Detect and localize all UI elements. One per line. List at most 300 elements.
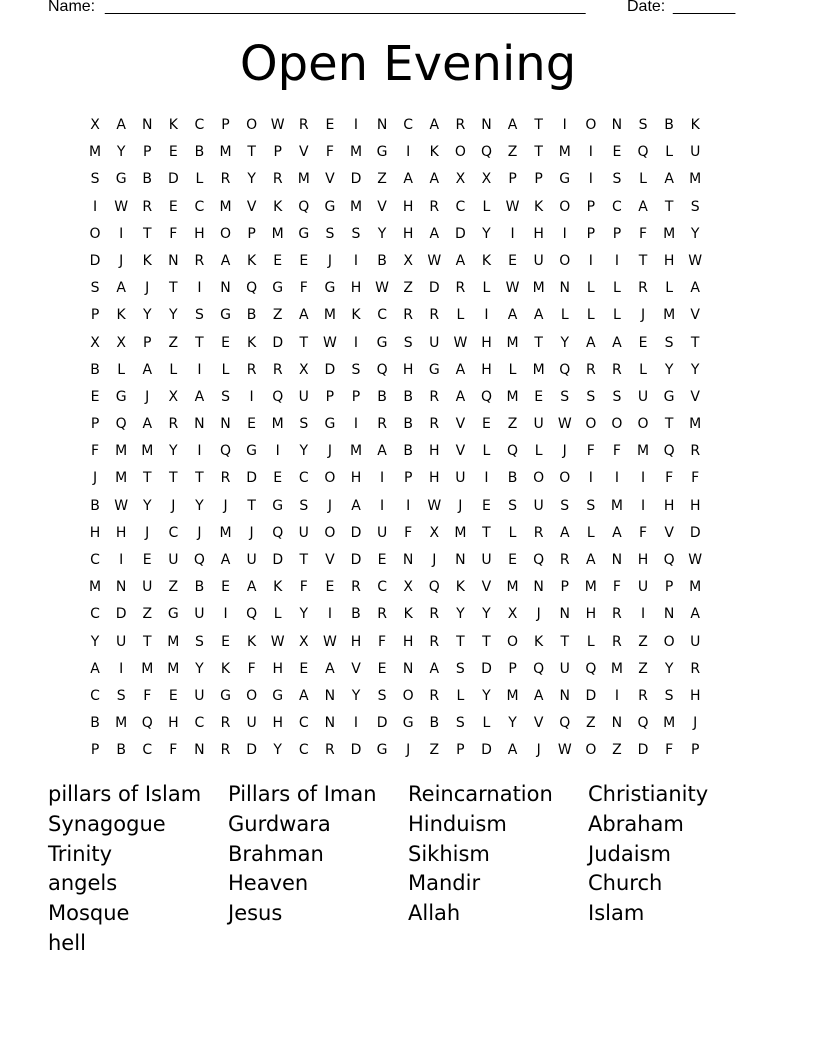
grid-letter[interactable]: M: [663, 715, 676, 732]
grid-letter[interactable]: N: [220, 416, 231, 433]
grid-letter[interactable]: T: [534, 117, 543, 133]
grid-letter[interactable]: G: [663, 388, 675, 405]
grid-letter[interactable]: F: [612, 579, 621, 596]
grid-letter[interactable]: B: [377, 388, 387, 405]
grid-letter[interactable]: M: [349, 443, 363, 460]
grid-letter[interactable]: Y: [169, 307, 178, 324]
grid-letter[interactable]: Q: [141, 715, 153, 732]
grid-letter[interactable]: O: [559, 198, 571, 215]
grid-letter[interactable]: H: [663, 252, 675, 269]
grid-letter[interactable]: E: [638, 334, 648, 351]
grid-letter[interactable]: S: [586, 388, 596, 405]
grid-letter[interactable]: U: [298, 524, 309, 541]
grid-letter[interactable]: Y: [690, 361, 700, 378]
grid-letter[interactable]: A: [586, 552, 596, 568]
grid-letter[interactable]: G: [298, 225, 310, 242]
grid-letter[interactable]: P: [403, 470, 413, 487]
grid-letter[interactable]: Y: [482, 687, 491, 704]
grid-letter[interactable]: K: [455, 579, 465, 596]
grid-letter[interactable]: A: [142, 416, 153, 433]
grid-letter[interactable]: A: [533, 307, 544, 324]
grid-letter[interactable]: A: [220, 552, 231, 568]
grid-letter[interactable]: A: [246, 579, 257, 596]
grid-letter[interactable]: S: [664, 334, 674, 351]
grid-letter[interactable]: R: [533, 524, 544, 541]
grid-letter[interactable]: T: [638, 252, 648, 269]
grid-letter[interactable]: H: [663, 497, 675, 514]
grid-letter[interactable]: P: [508, 660, 517, 677]
grid-letter[interactable]: J: [327, 252, 332, 269]
grid-letter[interactable]: K: [481, 252, 492, 269]
grid-letter[interactable]: M: [610, 497, 623, 514]
grid-letter[interactable]: H: [637, 552, 649, 568]
grid-letter[interactable]: Z: [377, 171, 387, 188]
grid-letter[interactable]: D: [167, 171, 179, 188]
grid-letter[interactable]: K: [273, 579, 283, 596]
grid-letter[interactable]: I: [510, 225, 515, 242]
grid-letter[interactable]: R: [142, 198, 153, 215]
grid-letter[interactable]: W: [505, 198, 520, 215]
grid-letter[interactable]: L: [665, 144, 674, 161]
grid-letter[interactable]: N: [402, 552, 414, 568]
grid-letter[interactable]: C: [612, 198, 622, 215]
grid-letter[interactable]: G: [376, 334, 388, 351]
grid-letter[interactable]: I: [249, 388, 254, 405]
grid-letter[interactable]: R: [429, 416, 440, 433]
grid-letter[interactable]: R: [220, 470, 231, 487]
grid-letter[interactable]: W: [557, 416, 572, 433]
grid-letter[interactable]: I: [353, 334, 359, 351]
grid-letter[interactable]: S: [560, 388, 570, 405]
grid-letter[interactable]: W: [427, 252, 442, 269]
grid-letter[interactable]: V: [299, 144, 309, 161]
grid-letter[interactable]: O: [559, 252, 571, 269]
grid-letter[interactable]: V: [690, 307, 700, 324]
grid-letter[interactable]: H: [402, 198, 414, 215]
grid-letter[interactable]: D: [350, 524, 362, 541]
grid-letter[interactable]: D: [246, 470, 257, 487]
grid-letter[interactable]: Q: [246, 606, 258, 623]
grid-letter[interactable]: A: [559, 524, 570, 541]
grid-letter[interactable]: T: [195, 470, 204, 487]
grid-letter[interactable]: C: [455, 198, 466, 215]
grid-letter[interactable]: R: [429, 388, 440, 405]
grid-letter[interactable]: Q: [637, 715, 649, 732]
grid-letter[interactable]: S: [351, 361, 361, 378]
grid-letter[interactable]: N: [141, 117, 153, 133]
grid-letter[interactable]: T: [456, 633, 465, 650]
grid-letter[interactable]: U: [194, 687, 205, 704]
grid-letter[interactable]: P: [351, 388, 361, 405]
grid-letter[interactable]: I: [380, 470, 385, 487]
grid-letter[interactable]: I: [119, 225, 124, 242]
grid-letter[interactable]: Q: [637, 144, 649, 161]
grid-letter[interactable]: V: [455, 416, 466, 433]
grid-letter[interactable]: G: [324, 280, 336, 297]
grid-letter[interactable]: Q: [246, 280, 258, 297]
grid-letter[interactable]: Y: [273, 742, 282, 759]
grid-letter[interactable]: Q: [115, 416, 127, 433]
grid-letter[interactable]: I: [92, 198, 98, 215]
grid-letter[interactable]: N: [611, 715, 623, 732]
grid-letter[interactable]: B: [90, 497, 100, 514]
grid-letter[interactable]: E: [168, 198, 178, 215]
grid-letter[interactable]: P: [664, 579, 674, 596]
grid-letter[interactable]: V: [690, 388, 700, 405]
grid-letter[interactable]: G: [324, 198, 336, 215]
grid-letter[interactable]: E: [508, 552, 517, 568]
grid-letter[interactable]: N: [481, 117, 492, 133]
grid-letter[interactable]: Q: [376, 361, 388, 378]
grid-letter[interactable]: R: [351, 579, 361, 596]
grid-letter[interactable]: E: [273, 252, 283, 269]
grid-letter[interactable]: F: [169, 225, 178, 242]
grid-letter[interactable]: P: [325, 388, 335, 405]
grid-letter[interactable]: C: [90, 552, 100, 568]
grid-letter[interactable]: X: [116, 334, 126, 351]
grid-letter[interactable]: C: [194, 117, 205, 133]
grid-letter[interactable]: S: [638, 117, 648, 133]
grid-letter[interactable]: K: [247, 252, 257, 269]
grid-letter[interactable]: C: [142, 742, 153, 759]
grid-letter[interactable]: Q: [480, 388, 492, 405]
grid-letter[interactable]: M: [506, 687, 519, 704]
grid-letter[interactable]: A: [194, 388, 205, 405]
grid-letter[interactable]: Y: [351, 687, 361, 704]
grid-letter[interactable]: I: [640, 497, 646, 514]
grid-letter[interactable]: W: [453, 334, 468, 351]
grid-letter[interactable]: Q: [272, 388, 284, 405]
grid-letter[interactable]: Y: [299, 443, 309, 460]
grid-letter[interactable]: S: [221, 388, 230, 405]
grid-letter[interactable]: N: [533, 579, 544, 596]
grid-letter[interactable]: D: [89, 252, 101, 269]
grid-letter[interactable]: N: [455, 552, 466, 568]
grid-letter[interactable]: U: [168, 552, 179, 568]
grid-letter[interactable]: P: [143, 334, 152, 351]
grid-letter[interactable]: L: [586, 307, 595, 324]
grid-letter[interactable]: Q: [480, 144, 492, 161]
grid-letter[interactable]: B: [403, 443, 413, 460]
grid-letter[interactable]: R: [272, 171, 283, 188]
grid-letter[interactable]: H: [89, 524, 101, 541]
grid-letter[interactable]: M: [610, 660, 623, 677]
grid-letter[interactable]: I: [327, 606, 332, 623]
grid-letter[interactable]: P: [560, 579, 569, 596]
grid-letter[interactable]: T: [247, 144, 256, 161]
grid-letter[interactable]: J: [145, 280, 150, 297]
grid-letter[interactable]: I: [406, 497, 411, 514]
grid-letter[interactable]: P: [90, 742, 100, 759]
grid-letter[interactable]: H: [585, 606, 597, 623]
grid-letter[interactable]: J: [693, 715, 698, 732]
grid-letter[interactable]: L: [169, 361, 178, 378]
grid-letter[interactable]: A: [299, 307, 309, 324]
grid-letter[interactable]: A: [533, 687, 544, 704]
grid-letter[interactable]: H: [429, 443, 440, 460]
grid-letter[interactable]: Y: [456, 606, 465, 623]
grid-letter[interactable]: U: [116, 633, 127, 650]
grid-letter[interactable]: M: [689, 171, 702, 188]
grid-letter[interactable]: I: [614, 687, 619, 704]
grid-letter[interactable]: G: [559, 171, 571, 188]
grid-letter[interactable]: R: [403, 307, 414, 324]
date-field[interactable]: _______: [673, 0, 736, 15]
grid-letter[interactable]: O: [663, 633, 675, 650]
grid-letter[interactable]: D: [454, 225, 466, 242]
grid-letter[interactable]: Q: [663, 552, 675, 568]
grid-letter[interactable]: N: [376, 117, 388, 133]
grid-letter[interactable]: U: [559, 660, 570, 677]
grid-letter[interactable]: R: [612, 361, 622, 378]
grid-letter[interactable]: V: [246, 198, 257, 215]
grid-letter[interactable]: Y: [377, 225, 387, 242]
grid-letter[interactable]: L: [456, 687, 465, 704]
grid-letter[interactable]: X: [299, 361, 309, 378]
grid-letter[interactable]: A: [90, 660, 100, 677]
grid-letter[interactable]: M: [297, 171, 310, 188]
grid-letter[interactable]: I: [562, 225, 567, 242]
grid-letter[interactable]: F: [169, 742, 178, 759]
grid-letter[interactable]: Q: [193, 552, 205, 568]
grid-letter[interactable]: U: [246, 715, 257, 732]
grid-letter[interactable]: U: [533, 416, 544, 433]
grid-letter[interactable]: T: [169, 470, 178, 487]
grid-letter[interactable]: J: [536, 742, 541, 759]
grid-letter[interactable]: B: [403, 388, 413, 405]
grid-letter[interactable]: F: [665, 470, 674, 487]
grid-letter[interactable]: N: [402, 660, 414, 677]
grid-letter[interactable]: E: [325, 117, 335, 133]
grid-letter[interactable]: F: [299, 280, 308, 297]
grid-letter[interactable]: S: [194, 307, 204, 324]
grid-letter[interactable]: B: [246, 307, 257, 324]
grid-letter[interactable]: H: [481, 334, 492, 351]
grid-letter[interactable]: X: [481, 171, 492, 188]
grid-letter[interactable]: Z: [507, 144, 518, 161]
grid-letter[interactable]: W: [427, 497, 442, 514]
grid-letter[interactable]: H: [429, 470, 440, 487]
grid-letter[interactable]: F: [665, 742, 674, 759]
grid-letter[interactable]: W: [688, 552, 703, 568]
grid-letter[interactable]: P: [247, 225, 256, 242]
grid-letter[interactable]: L: [482, 280, 491, 297]
grid-letter[interactable]: E: [325, 579, 335, 596]
grid-letter[interactable]: N: [559, 687, 570, 704]
grid-letter[interactable]: E: [247, 416, 257, 433]
grid-letter[interactable]: P: [508, 171, 517, 188]
grid-letter[interactable]: Z: [586, 715, 596, 732]
grid-letter[interactable]: L: [482, 715, 491, 732]
grid-letter[interactable]: U: [246, 552, 257, 568]
grid-letter[interactable]: O: [246, 117, 258, 133]
grid-letter[interactable]: M: [219, 144, 232, 161]
grid-letter[interactable]: M: [663, 225, 676, 242]
grid-letter[interactable]: F: [143, 687, 152, 704]
grid-letter[interactable]: D: [115, 606, 127, 623]
grid-letter[interactable]: M: [115, 715, 128, 732]
grid-letter[interactable]: I: [484, 470, 489, 487]
grid-letter[interactable]: H: [350, 633, 362, 650]
grid-letter[interactable]: E: [168, 144, 178, 161]
grid-letter[interactable]: X: [90, 334, 100, 351]
grid-letter[interactable]: S: [325, 225, 335, 242]
grid-letter[interactable]: C: [377, 307, 387, 324]
grid-letter[interactable]: N: [611, 552, 623, 568]
grid-letter[interactable]: R: [455, 280, 466, 297]
grid-letter[interactable]: W: [114, 198, 129, 215]
grid-letter[interactable]: L: [456, 307, 465, 324]
grid-letter[interactable]: K: [403, 606, 413, 623]
grid-letter[interactable]: Y: [560, 334, 570, 351]
grid-letter[interactable]: L: [586, 280, 595, 297]
grid-letter[interactable]: O: [559, 470, 571, 487]
grid-letter[interactable]: R: [220, 742, 231, 759]
grid-letter[interactable]: O: [402, 687, 414, 704]
grid-letter[interactable]: A: [586, 334, 596, 351]
grid-letter[interactable]: U: [142, 579, 153, 596]
grid-letter[interactable]: O: [611, 416, 623, 433]
grid-letter[interactable]: S: [612, 171, 622, 188]
grid-letter[interactable]: H: [689, 687, 701, 704]
grid-letter[interactable]: M: [584, 579, 597, 596]
grid-letter[interactable]: J: [432, 552, 437, 568]
grid-letter[interactable]: B: [90, 715, 100, 732]
grid-letter[interactable]: S: [377, 687, 387, 704]
grid-letter[interactable]: Y: [508, 715, 517, 732]
grid-letter[interactable]: B: [664, 117, 674, 133]
grid-letter[interactable]: R: [455, 117, 466, 133]
grid-letter[interactable]: S: [351, 225, 361, 242]
grid-letter[interactable]: P: [690, 742, 700, 759]
grid-letter[interactable]: T: [482, 524, 491, 541]
grid-letter[interactable]: I: [562, 117, 567, 133]
grid-letter[interactable]: A: [638, 198, 648, 215]
grid-letter[interactable]: I: [275, 443, 280, 460]
grid-letter[interactable]: U: [637, 388, 649, 405]
grid-letter[interactable]: I: [353, 715, 359, 732]
grid-letter[interactable]: P: [90, 416, 100, 433]
grid-letter[interactable]: E: [90, 388, 100, 405]
grid-letter[interactable]: H: [533, 225, 544, 242]
grid-letter[interactable]: V: [351, 660, 361, 677]
grid-letter[interactable]: W: [375, 280, 389, 297]
grid-letter[interactable]: I: [353, 117, 359, 133]
grid-letter[interactable]: B: [142, 171, 153, 188]
grid-letter[interactable]: R: [325, 742, 335, 759]
grid-letter[interactable]: S: [455, 715, 465, 732]
grid-letter[interactable]: P: [90, 307, 100, 324]
grid-letter[interactable]: F: [404, 524, 413, 541]
grid-letter[interactable]: N: [611, 117, 623, 133]
grid-letter[interactable]: T: [664, 198, 674, 215]
grid-letter[interactable]: I: [197, 361, 202, 378]
grid-letter[interactable]: D: [637, 742, 649, 759]
grid-letter[interactable]: J: [327, 443, 332, 460]
grid-letter[interactable]: G: [402, 715, 414, 732]
grid-letter[interactable]: K: [351, 307, 361, 324]
grid-letter[interactable]: S: [690, 198, 700, 215]
grid-letter[interactable]: R: [220, 171, 231, 188]
grid-letter[interactable]: L: [639, 171, 647, 188]
grid-letter[interactable]: W: [270, 633, 285, 650]
grid-letter[interactable]: X: [168, 388, 179, 405]
grid-letter[interactable]: I: [119, 660, 124, 677]
grid-letter[interactable]: O: [585, 117, 597, 133]
grid-letter[interactable]: Y: [116, 144, 126, 161]
grid-letter[interactable]: O: [585, 416, 597, 433]
grid-letter[interactable]: L: [613, 307, 621, 324]
grid-letter[interactable]: L: [482, 443, 491, 460]
grid-letter[interactable]: J: [640, 307, 646, 324]
grid-letter[interactable]: I: [197, 443, 202, 460]
grid-letter[interactable]: E: [273, 470, 283, 487]
grid-letter[interactable]: H: [689, 497, 701, 514]
grid-letter[interactable]: T: [195, 334, 204, 351]
grid-letter[interactable]: A: [220, 252, 231, 269]
grid-letter[interactable]: S: [299, 416, 309, 433]
grid-letter[interactable]: Q: [428, 579, 440, 596]
grid-letter[interactable]: X: [403, 579, 413, 596]
grid-letter[interactable]: L: [586, 633, 595, 650]
grid-letter[interactable]: Z: [507, 416, 518, 433]
grid-letter[interactable]: Y: [664, 361, 674, 378]
grid-letter[interactable]: F: [638, 225, 648, 242]
grid-letter[interactable]: E: [508, 252, 517, 269]
grid-letter[interactable]: U: [429, 334, 440, 351]
grid-letter[interactable]: R: [612, 606, 622, 623]
grid-letter[interactable]: I: [406, 144, 411, 161]
grid-letter[interactable]: K: [273, 198, 283, 215]
grid-letter[interactable]: K: [247, 633, 257, 650]
grid-letter[interactable]: Y: [142, 307, 152, 324]
grid-letter[interactable]: P: [221, 117, 230, 133]
grid-letter[interactable]: E: [221, 334, 230, 351]
grid-letter[interactable]: E: [534, 388, 544, 405]
grid-letter[interactable]: A: [507, 742, 518, 759]
grid-letter[interactable]: V: [377, 198, 387, 215]
grid-letter[interactable]: G: [272, 497, 284, 514]
grid-letter[interactable]: S: [194, 633, 204, 650]
grid-letter[interactable]: P: [534, 171, 543, 188]
grid-letter[interactable]: P: [456, 742, 465, 759]
grid-letter[interactable]: A: [429, 225, 440, 242]
grid-letter[interactable]: S: [560, 497, 570, 514]
grid-letter[interactable]: Q: [220, 443, 232, 460]
grid-letter[interactable]: D: [376, 715, 388, 732]
grid-letter[interactable]: R: [272, 361, 283, 378]
grid-letter[interactable]: P: [586, 198, 596, 215]
grid-letter[interactable]: U: [481, 552, 492, 568]
grid-letter[interactable]: T: [247, 497, 256, 514]
grid-letter[interactable]: R: [638, 687, 648, 704]
grid-letter[interactable]: B: [351, 606, 361, 623]
grid-letter[interactable]: K: [690, 117, 700, 133]
grid-letter[interactable]: F: [299, 579, 308, 596]
grid-letter[interactable]: Z: [612, 742, 622, 759]
grid-letter[interactable]: H: [402, 225, 414, 242]
grid-letter[interactable]: M: [167, 660, 180, 677]
grid-letter[interactable]: L: [221, 361, 230, 378]
grid-letter[interactable]: H: [481, 361, 492, 378]
grid-letter[interactable]: J: [562, 443, 567, 460]
grid-letter[interactable]: Q: [559, 361, 571, 378]
grid-letter[interactable]: M: [271, 416, 284, 433]
grid-letter[interactable]: K: [220, 660, 231, 677]
grid-letter[interactable]: R: [585, 361, 596, 378]
grid-letter[interactable]: H: [272, 660, 283, 677]
grid-letter[interactable]: S: [90, 171, 100, 188]
